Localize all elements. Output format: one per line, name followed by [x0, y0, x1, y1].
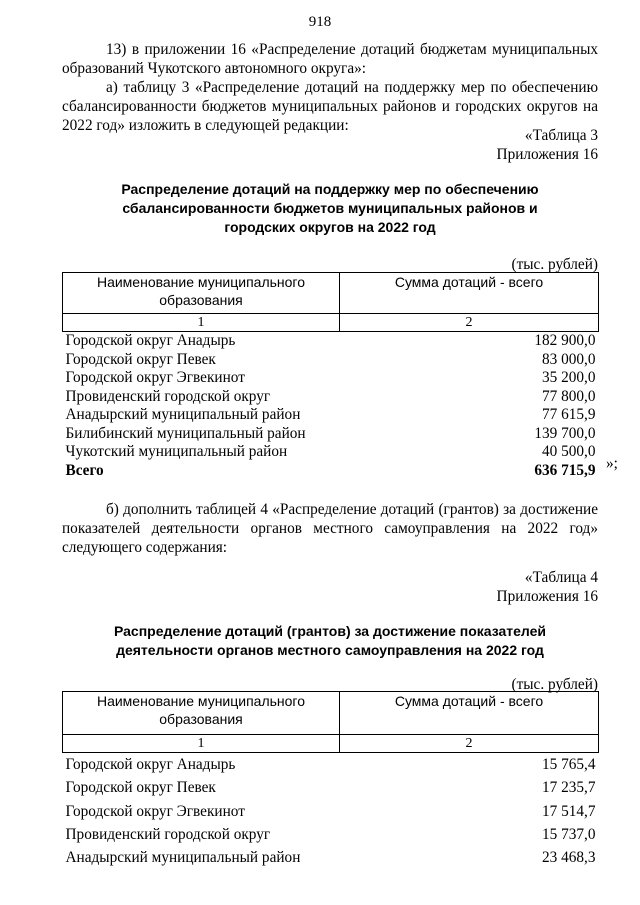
table3-header-row [63, 273, 599, 314]
row-name: Билибинский муниципальный район [65, 424, 306, 442]
row-name: Городской округ Эгвекинот [65, 369, 245, 386]
row-value: 77 800,0 [541, 387, 596, 405]
row-name: Городской округ Певек [65, 779, 216, 797]
table4-colnum-1: 1 [63, 735, 340, 753]
row-value: 23 468,3 [541, 849, 596, 867]
table4-header-name: Наименование муниципального образования [63, 692, 340, 735]
table3-colnum-2: 2 [340, 314, 599, 332]
row-name: Провиденский городской округ [65, 825, 271, 843]
paragraph-b-text: б) дополнить таблицей 4 «Распределение дотаций (грантов) за достижение показателей деятельности органов местного самоуправления на 2022 год» следующего содержания: [62, 501, 598, 556]
table4-colnum-row [63, 735, 599, 753]
total-value: 636 715,9 [534, 461, 596, 479]
table4-colnum-2: 2 [340, 735, 599, 753]
paragraph-13-text: 13) в приложении 16 «Распределение дотаций бюджетам муниципальных образований Чукотского автономного округа»: [62, 41, 598, 77]
table3-label-line1: «Таблица 3 [524, 127, 598, 144]
row-value: 15 765,4 [541, 756, 596, 773]
table-row [63, 800, 599, 823]
table4-label [497, 568, 598, 606]
table-row [63, 776, 599, 799]
row-name: Анадырский муниципальный район [65, 849, 301, 867]
table3-title: Распределение дотаций на поддержку мер по обеспечению сбалансированности бюджетов муниципальных районов и городских округов на 2022 год [121, 181, 539, 235]
table3-header-sum: Сумма дотаций - всего [340, 273, 599, 314]
paragraph-13 [62, 40, 598, 78]
row-name: Городской округ Певек [65, 350, 216, 368]
table4-label-line2: Приложения 16 [496, 588, 598, 605]
table4-header-sum: Сумма дотаций - всего [340, 692, 599, 735]
page-number: 918 [308, 14, 332, 30]
table-row [63, 823, 599, 846]
table3-closing-quote: »; [606, 455, 618, 472]
table3-colnum-1: 1 [63, 314, 340, 332]
table3 [62, 272, 599, 480]
table3-label-line2: Приложения 16 [496, 146, 598, 163]
table-row [63, 406, 599, 425]
table-row [63, 369, 599, 388]
table-row [63, 388, 599, 407]
table3-total-row [63, 462, 599, 481]
row-value: 83 000,0 [541, 350, 596, 368]
table3-header-name: Наименование муниципального образования [63, 273, 340, 314]
table4-title: Распределение дотаций (грантов) за достижение показателей деятельности органов местного самоуправления на 2022 год [113, 623, 547, 658]
row-value: 182 900,0 [534, 332, 596, 349]
row-value: 139 700,0 [534, 424, 596, 442]
row-name: Провиденский городской округ [65, 387, 271, 405]
row-value: 17 235,7 [541, 779, 596, 797]
table4-label-line1: «Таблица 4 [524, 569, 598, 586]
table-row [63, 425, 599, 444]
table3-units: (тыс. рублей) [511, 256, 598, 273]
row-value: 77 615,9 [541, 406, 596, 423]
table-row [63, 753, 599, 777]
table4 [62, 691, 599, 869]
row-value: 15 737,0 [541, 825, 596, 843]
total-name: Всего [65, 461, 104, 479]
table4-units: (тыс. рублей) [511, 676, 598, 693]
table-row [63, 443, 599, 462]
row-name: Городской округ Эгвекинот [65, 802, 245, 820]
row-value: 40 500,0 [541, 443, 596, 460]
paragraph-a-text: а) таблицу 3 «Распределение дотаций на поддержку мер по обеспечению сбалансированности бюджетов муниципальных районов и городских округов на 2022 год» изложить в следующей редакции: [62, 79, 598, 134]
row-value: 35 200,0 [541, 369, 596, 386]
table-row [63, 846, 599, 869]
table3-colnum-row [63, 314, 599, 332]
row-name: Чукотский муниципальный район [65, 443, 288, 460]
row-name: Анадырский муниципальный район [65, 406, 301, 423]
table-row [63, 332, 599, 351]
table-row [63, 351, 599, 370]
row-name: Городской округ Анадырь [65, 332, 236, 349]
row-name: Городской округ Анадырь [65, 756, 236, 773]
paragraph-b [62, 500, 598, 557]
table4-header-row [63, 692, 599, 735]
table3-label [497, 126, 598, 164]
row-value: 17 514,7 [541, 802, 596, 820]
